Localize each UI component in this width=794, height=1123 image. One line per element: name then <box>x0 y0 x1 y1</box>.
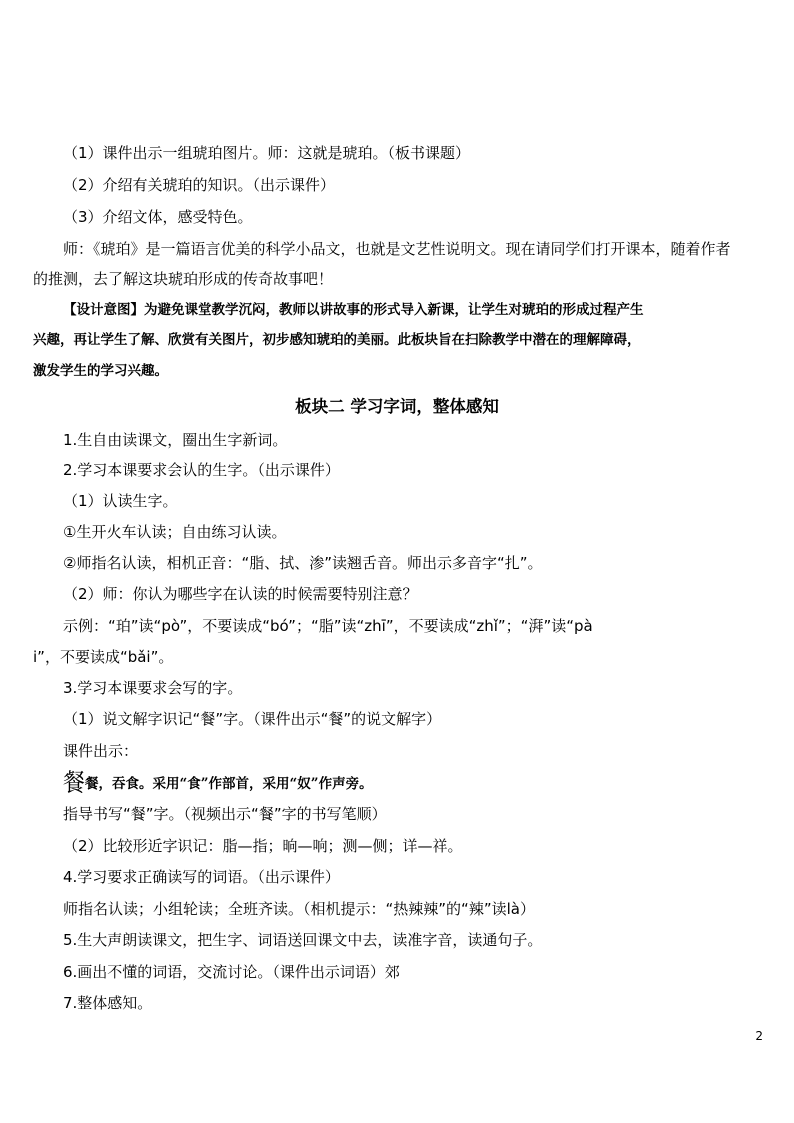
seal-definition-line <box>63 769 794 797</box>
section-line-13: （2）比较形近字识记：脂—指；晌—响；测—侧；详—祥。 <box>63 837 463 855</box>
text-line-5: 的推测，去了解这块琥珀形成的传奇故事吧！ <box>33 270 334 288</box>
section-line-12: 指导书写“餐”字。（视频出示“餐”字的书写笔顺） <box>63 805 387 823</box>
section-line-6: （2）师：你认为哪些字在认读的时候需要特别注意？ <box>63 585 418 603</box>
section-line-14: 4.学习要求正确读写的词语。（出示课件） <box>63 868 340 886</box>
section-title: 板块二 学习字词，整体感知 <box>295 397 499 416</box>
section-line-11: 课件出示： <box>63 742 139 760</box>
section-line-15: 师指名认读；小组轮读；全班齐读。（相机提示：“热辣辣”的“辣”读là） <box>63 900 535 918</box>
section-line-5: ②师指名认读，相机正音：“脂、拭、渗”读翘舌音。师出示多音字“扎”。 <box>63 554 543 572</box>
section-line-4: ①生开火车认读；自由练习认读。 <box>63 523 287 541</box>
section-line-9: 3.学习本课要求会写的字。 <box>63 679 243 697</box>
seal-definition-text: 餐，吞食。采用“食”作部首，采用“奴”作声旁。 <box>85 776 373 792</box>
section-line-17: 6.画出不懂的词语，交流讨论。（课件出示词语）郊 <box>63 963 400 981</box>
section-line-2: 2.学习本课要求会认的生字。（出示课件） <box>63 461 340 479</box>
page-number: 2 <box>755 1029 763 1043</box>
seal-script-character: 餐 <box>63 769 86 797</box>
text-line-1: （1）课件出示一组琥珀图片。师：这就是琥珀。（板书课题） <box>63 144 471 162</box>
design-intent-line-1: 【设计意图】为避免课堂教学沉闷，教师以讲故事的形式导入新课，让学生对琥珀的形成过程产生 <box>63 302 644 318</box>
text-line-4: 师：《琥珀》是一篇语言优美的科学小品文，也就是文艺性说明文。现在请同学们打开课本，随着作者 <box>63 240 731 258</box>
section-line-1: 1.生自由读课文，圈出生字新词。 <box>63 431 288 449</box>
text-line-2: （2）介绍有关琥珀的知识。（出示课件） <box>63 176 336 194</box>
design-intent-line-3: 激发学生的学习兴趣。 <box>33 363 168 379</box>
section-line-8: i”，不要读成“bǎi”。 <box>33 648 174 666</box>
text-line-3: （3）介绍文体，感受特色。 <box>63 208 253 226</box>
design-intent-line-2: 兴趣，再让学生了解、欣赏有关图片，初步感知琥珀的美丽。此板块旨在扫除教学中潜在的理解障碍， <box>33 332 641 348</box>
section-line-7: 示例：“珀”读“pò”，不要读成“bó”；“脂”读“zhī”，不要读成“zhǐ”；“湃”读“pà <box>63 617 593 635</box>
section-line-18: 7.整体感知。 <box>63 994 153 1012</box>
section-line-16: 5.生大声朗读课文，把生字、词语送回课文中去，读准字音，读通句子。 <box>63 931 543 949</box>
section-line-3: （1）认读生字。 <box>63 492 178 510</box>
section-line-10: （1）说文解字识记“餐”字。（课件出示“餐”的说文解字） <box>63 710 442 728</box>
